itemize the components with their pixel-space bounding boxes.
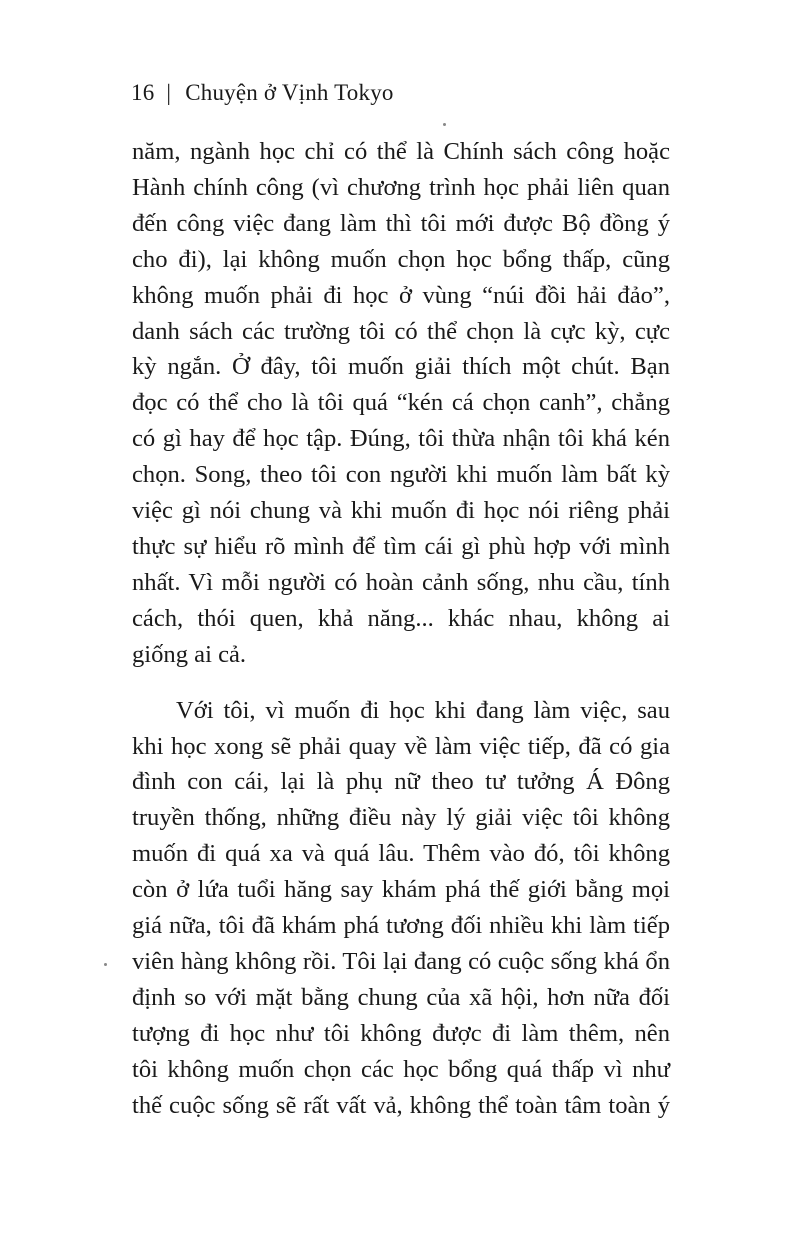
text-line: truyền thống, những điều này lý giải việc tôi không <box>132 804 670 832</box>
text-line: thực sự hiểu rõ mình để tìm cái gì phù hợp với mình <box>132 532 670 560</box>
text-line: viên hàng không rồi. Tôi lại đang có cuộc sống khá ổn <box>132 947 670 975</box>
book-title: Chuyện ở Vịnh Tokyo <box>185 80 394 105</box>
text-line: Với tôi, vì muốn đi học khi đang làm việc, sau <box>176 696 670 724</box>
text-line: năm, ngành học chỉ có thể là Chính sách công hoặc <box>132 138 670 165</box>
text-line: không muốn phải đi học ở vùng “núi đồi hải đảo”, <box>132 281 670 309</box>
paragraph-1 <box>132 134 670 673</box>
text-line: giống ai cả. <box>132 640 247 668</box>
text-line: Hành chính công (vì chương trình học phải liên quan <box>132 173 670 201</box>
text-line: có gì hay để học tập. Đúng, tôi thừa nhận tôi khá kén <box>132 425 670 453</box>
margin-speck <box>443 123 446 126</box>
text-line: còn ở lứa tuổi hăng say khám phá thế giới bằng mọi <box>132 876 670 904</box>
text-line: định so với mặt bằng chung của xã hội, hơn nữa đối <box>132 983 670 1011</box>
text-line: cách, thói quen, khả năng... khác nhau, không ai <box>132 604 670 632</box>
text-line: giá nữa, tôi đã khám phá tương đối nhiều khi làm tiếp <box>132 912 670 940</box>
text-line: đến công việc đang làm thì tôi mới được Bộ đồng ý <box>132 209 670 237</box>
paragraph-spacer <box>132 673 670 693</box>
text-line: nhất. Vì mỗi người có hoàn cảnh sống, nhu cầu, tính <box>132 568 670 596</box>
text-line: danh sách các trường tôi có thể chọn là cực kỳ, cực <box>132 317 670 345</box>
text-line: khi học xong sẽ phải quay về làm việc tiếp, đã có gia <box>132 732 670 760</box>
text-line: tượng đi học như tôi không được đi làm thêm, nên <box>132 1019 670 1047</box>
text-line: đình con cái, lại là phụ nữ theo tư tưởng Á Đông <box>132 768 670 796</box>
text-line: kỳ ngắn. Ở đây, tôi muốn giải thích một chút. Bạn <box>132 353 670 381</box>
text-line: muốn đi quá xa và quá lâu. Thêm vào đó, tôi không <box>132 840 670 868</box>
text-line: chọn. Song, theo tôi con người khi muốn làm bất kỳ <box>132 461 670 489</box>
paragraph-2 <box>132 693 670 1124</box>
text-line: cho đi), lại không muốn chọn học bổng thấp, cũng <box>132 245 670 273</box>
text-line: việc gì nói chung và khi muốn đi học nói riêng phải <box>132 497 670 525</box>
running-header <box>131 80 394 106</box>
header-separator: | <box>166 80 172 105</box>
text-line: đọc có thể cho là tôi quá “kén cá chọn canh”, chẳng <box>132 389 670 417</box>
text-line: thế cuộc sống sẽ rất vất vả, không thể toàn tâm toàn ý <box>132 1091 670 1119</box>
page-number: 16 <box>131 80 155 105</box>
text-line: tôi không muốn chọn các học bổng quá thấp vì như <box>132 1055 670 1083</box>
body-text <box>132 134 670 1123</box>
margin-speck <box>104 963 107 966</box>
